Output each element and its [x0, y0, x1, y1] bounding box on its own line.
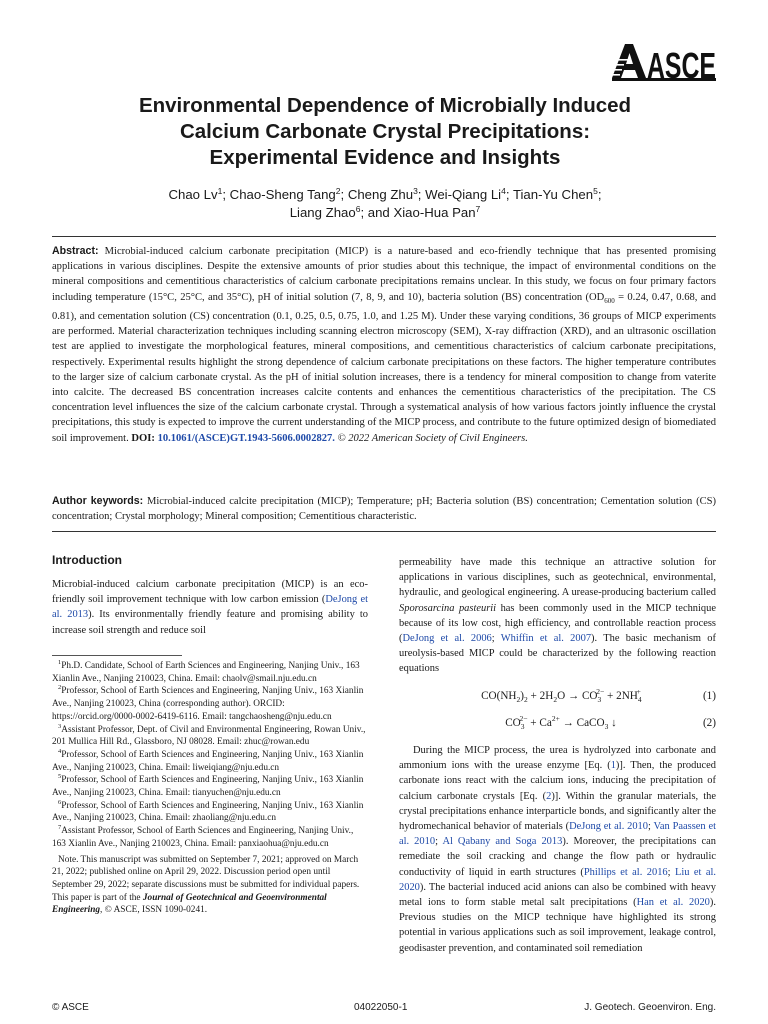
note-tail: , © ASCE, ISSN 1090-0241.	[100, 905, 208, 916]
equation-ref-link[interactable]: 2	[546, 790, 552, 802]
submission-note	[52, 854, 368, 918]
author-separator: ;	[597, 187, 602, 202]
intro-text: ). Its environmentally friendly feature and promising ability to increase soil strength and reduce soil	[52, 609, 368, 636]
equation-ref-link[interactable]: 1	[610, 760, 616, 772]
journal-name: Journal of Geotechnical and Geoenvironmental Engineering	[52, 892, 327, 916]
title-line: Calcium Carbonate Crystal Precipitations:	[179, 120, 591, 143]
author-separator: ;	[340, 187, 348, 202]
body-text: ). The basic mechanism of ureolysis-based MICP could be characterized by the following reaction equations	[399, 633, 716, 675]
title-line: Experimental Evidence and Insights	[209, 146, 561, 169]
body-text: has been commonly used in the MICP technique because of its low cost, high efficiency, and controllable reaction process (	[399, 602, 716, 645]
abstract-text-cont: = 0.24, 0.47, 0.68, and 0.81), and cementation solution (CS) concentration (0.1, 0.25, 0.5, 0.75, 1.0, and 1.25 M). Under these varying conditions, 36 groups of MICP experiments are performed. Material characterization techniques including scanning electron microscopy (SEM), X-ray diffraction (XRD), and an ultrasonic oscillation test are applied to investigate the morphological features, mineral compositions, and cementitious characteristics of calcium carbonate precipitations, respectively. Experimental results highlight the strong dependence of calcium carbonate precipitations on these factors. The higher temperature contributes to the larger size of calcium carbonate crystal. As the pH of initial solution increases, there is a tendency for mineral composition to change from vaterite into calcite. The decreased BS concentration increases calcite contents and enhances the cementitious characteristics of the precipitation. The CS concentration level influences the size of the calcium carbonate crystal. Through a systematical analysis of how various factors jointly influence the crystal precipitations, this study is expected to improve the current understanding of the MICP process, and contribute to the future optimized design of biomediated soil improvement.	[52, 291, 716, 444]
abstract-text: Microbial-induced calcium carbonate precipitation (MICP) is a nature-based and eco-friendly technique that has presented promising applications in various disciplines. Despite the extensive amounts of prior studies about this technique, the impact of environmental conditions on the mineral compositions and cementitious characteristics of calcium carbonate precipitations remains unclear. In this study, we focus on four primary factors including temperature (15°C, 25°C, and 35°C), pH of initial solution (7, 8, 9, and 10), bacteria solution (BS) concentration (OD	[52, 246, 716, 303]
author-separator: ;	[417, 187, 426, 202]
footnote-number: 2	[58, 684, 62, 692]
equation-2	[399, 713, 716, 731]
footnotes	[52, 660, 368, 917]
author-name: Chao-Sheng Tang	[229, 187, 336, 202]
author-name: Liang Zhao	[289, 205, 356, 220]
equation-1-number: (1)	[702, 689, 716, 702]
footnote-number: 1	[58, 659, 62, 666]
author-separator: ;	[222, 187, 230, 202]
footnote-number: 7	[58, 824, 62, 832]
author-affil[interactable]: 3	[413, 186, 418, 196]
asce-logo	[612, 40, 716, 84]
citation-link[interactable]: DeJong et al. 2013	[52, 594, 369, 621]
footnote-text: Assistant Professor, School of Earth Sciences and Engineering, Nanjing Univ., 163 Xianlin Ave., Nanjing 210023, China. Email: panxiaohua@nju.edu.cn	[52, 826, 354, 849]
intro-paragraph	[52, 577, 368, 638]
footnote-7	[52, 825, 368, 850]
od-subscript: 600	[604, 296, 615, 305]
footnote-3	[52, 724, 368, 749]
keywords-text: Microbial-induced calcite precipitation (MICP); Temperature; pH; Bacteria solution (BS) concentration; Cementation solution (CS) concentration; Crystal morphology; Mineral composition; Cementitious characteristic.	[52, 496, 716, 523]
footnote-text: Professor, School of Earth Sciences and Engineering, Nanjing Univ., 163 Xianlin Ave., Nanjing 210023, China (corresponding author). ORCID: https://orcid.org/0000-0002-6419-6116. Email: tangchaosheng@nju.edu.cn	[52, 686, 364, 722]
species-name: Sporosarcina pasteurii	[399, 602, 497, 614]
abstract-label: Abstract:	[52, 245, 99, 257]
author-name: Cheng Zhu	[347, 187, 414, 202]
author-affil[interactable]: 1	[217, 186, 223, 196]
author-affil[interactable]: 7	[475, 204, 481, 214]
citation-link[interactable]: Han et al. 2020	[636, 897, 710, 909]
author-list	[60, 186, 710, 222]
citation-link[interactable]: Liu et al. 2020	[399, 866, 717, 893]
footnote-number: 4	[58, 747, 62, 755]
author-separator: ;	[505, 187, 513, 202]
author-affil[interactable]: 4	[501, 186, 506, 196]
body-text: ). Previous studies on the MICP technique have highlighted its strong potential in various applications such as soil improvement, leakage control, geodisaster prevention, and contaminated soil remediation	[399, 897, 716, 954]
paper-title	[60, 93, 710, 171]
citation-link[interactable]: DeJong et al. 2010	[569, 821, 648, 833]
footnote-1	[52, 660, 368, 685]
mechanism-paragraph	[399, 743, 716, 956]
left-column	[52, 553, 368, 638]
author-name: Tian-Yu Chen	[512, 187, 594, 202]
footnote-number: 6	[58, 798, 62, 806]
intro-text: Microbial-induced calcium carbonate precipitation (MICP) is an eco-friendly soil improvement technique with low carbon emission (	[52, 579, 368, 606]
citation-link[interactable]: Van Paassen et al. 2010	[399, 821, 716, 848]
author-row-2	[60, 204, 710, 222]
footnote-text: Professor, School of Earth Sciences and Engineering, Nanjing Univ., 163 Xianlin Ave., Nanjing 210023, China. Email: tianyuchen@nju.edu.cn	[52, 775, 364, 799]
title-line: Environmental Dependence of Microbially Induced	[138, 94, 632, 117]
footnote-text: Professor, School of Earth Sciences and Engineering, Nanjing Univ., 163 Xianlin Ave., Nanjing 210023, China. Email: zhaoliang@nju.edu.cn	[52, 800, 364, 824]
abstract-bottom-rule	[52, 531, 716, 532]
footnote-text: Assistant Professor, Dept. of Civil and Environmental Engineering, Rowan Univ., 201 Mullica Hill Rd., Glassboro, NJ 08028. Email: zhuc@rowan.edu	[52, 724, 366, 748]
intro-paragraph-cont	[399, 555, 716, 677]
author-name: Xiao-Hua Pan	[393, 205, 476, 220]
doi-label: DOI:	[131, 432, 155, 444]
abstract	[52, 244, 716, 446]
footnote-6	[52, 800, 368, 825]
author-affil[interactable]: 2	[335, 186, 341, 196]
citation-link[interactable]: Phillips et al. 2016	[583, 866, 668, 878]
author-name: Chao Lv	[168, 187, 218, 202]
footnote-text: Ph.D. Candidate, School of Earth Sciences and Engineering, Nanjing Univ., 163 Xianlin Ave., Nanjing 210023, China. Email: chaolv@smail.nju.edu.cn	[52, 661, 360, 684]
footnote-5	[52, 774, 368, 799]
footnote-4	[52, 749, 368, 774]
page-footer	[52, 1002, 716, 1016]
body-text: )]. Then, the produced carbonate ions react with the calcium ions, inducing the precipitation of calcium carbonate crystals [Eq. (	[399, 760, 717, 802]
body-text: ). The bacterial induced acid anions can also be combined with heavy metal ions to form stable metal salt precipitations (	[399, 881, 716, 909]
author-affil[interactable]: 5	[593, 186, 598, 196]
author-separator: ; and	[360, 205, 394, 220]
author-row-1	[60, 186, 710, 204]
section-heading-introduction: Introduction	[52, 553, 122, 567]
right-column	[399, 555, 716, 956]
doi-link[interactable]: 10.1061/(ASCE)GT.1943-5606.0002827.	[157, 432, 335, 444]
note-text: Note. This manuscript was submitted on September 7, 2021; approved on March 21, 2022; published online on April 29, 2022. Discussion period open until September 29, 2022; separate discussions must be submitted for individual papers. This paper is part of the	[52, 854, 360, 903]
author-keywords	[52, 494, 716, 524]
equation-2-expression: $CO_3^{2-} + Ca^{2+}$ → CaCO$_3$ ↓	[505, 713, 617, 731]
equation-2-number: (2)	[702, 716, 716, 729]
author-name: Wei-Qiang Li	[425, 187, 502, 202]
logo-text: ASCE	[647, 45, 716, 86]
footer-article-number: 04022050-1	[354, 1002, 408, 1013]
citation-link[interactable]: Whiffin et al. 2007	[500, 633, 592, 645]
footnote-rule	[52, 655, 182, 656]
keywords-label: Author keywords:	[52, 495, 144, 507]
footnote-number: 5	[58, 773, 62, 781]
footnote-text: Professor, School of Earth Sciences and Engineering, Nanjing Univ., 163 Xianlin Ave., Nanjing 210023, China. Email: liweiqiang@nju.edu.cn	[52, 749, 364, 773]
equation-1	[399, 686, 716, 704]
footer-copyright: © ASCE	[52, 1002, 89, 1013]
copyright-notice: © 2022 American Society of Civil Engineers.	[337, 432, 528, 444]
citation-link[interactable]: DeJong et al. 2006	[402, 633, 492, 645]
footnote-number: 3	[58, 722, 62, 730]
footnote-2	[52, 685, 368, 723]
citation-separator: ;	[667, 866, 675, 878]
abstract-top-rule	[52, 236, 716, 237]
body-text: ). Moreover, the precipitations can remediate the soil cracking and change the flow path or hydraulic conductivity of liquid in earth structures (	[399, 836, 716, 878]
citation-separator: ;	[648, 821, 654, 833]
body-text: )]. Within the granular materials, the crystal precipitations enhance interparticle bonds, and significantly alter the hydromechanical behavior of materials (	[399, 790, 716, 833]
body-text: permeability have made this technique an attractive solution for applications in various disciplines, such as geotechnical, environmental, hydraulic, and geological engineering. A urease-producing bacterium called	[399, 557, 716, 599]
citation-link[interactable]: Al Qabany and Soga 2013	[442, 836, 563, 848]
body-text: During the MICP process, the urea is hydrolyzed into carbonate and ammonium ions with the urease enzyme [Eq. (	[399, 745, 716, 772]
footer-journal: J. Geotech. Geoenviron. Eng.	[584, 1002, 716, 1013]
equation-1-expression: $CO(NH_2)_2 + 2H_2O \to CO_3^{2-} + 2NH_4^+$	[481, 686, 642, 704]
author-affil[interactable]: 6	[355, 204, 361, 214]
citation-separator: ;	[491, 633, 501, 645]
citation-separator: ;	[435, 836, 443, 848]
